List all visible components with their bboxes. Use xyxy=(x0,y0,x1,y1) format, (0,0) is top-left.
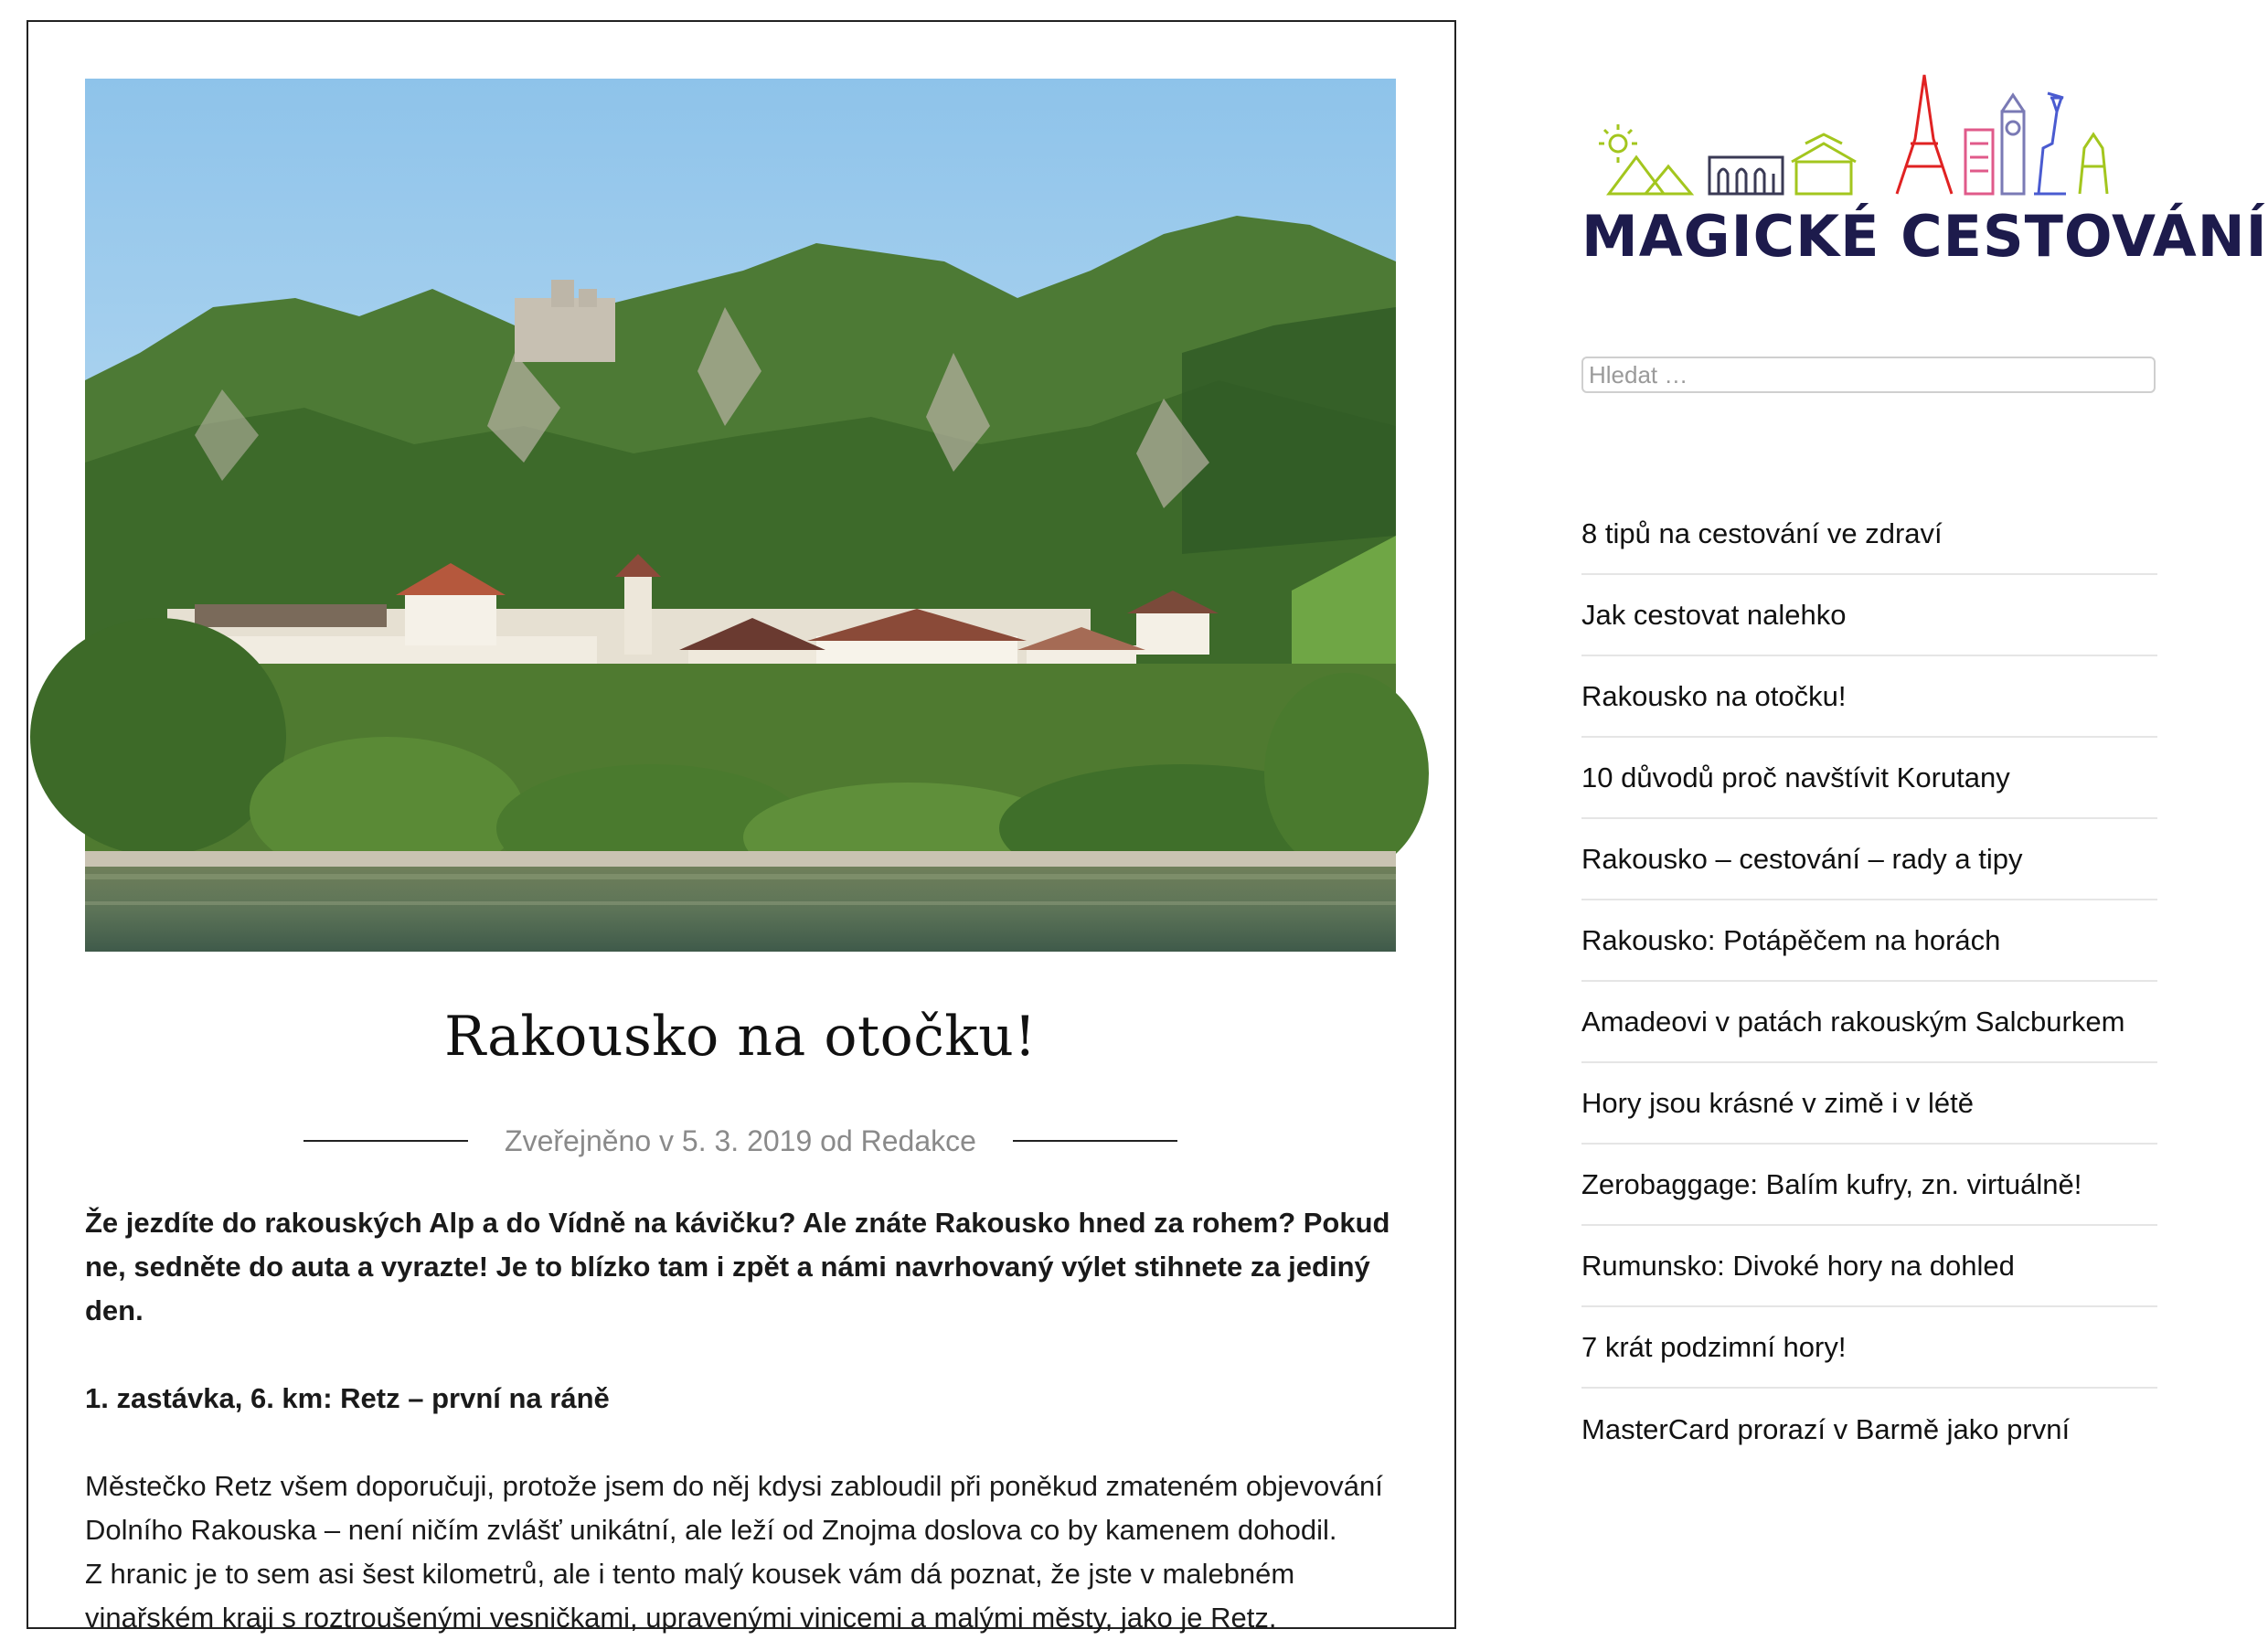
skyline-icon xyxy=(1581,57,2157,203)
post-meta-text xyxy=(505,1124,976,1158)
post-title: Rakousko na otočku! xyxy=(444,1005,1037,1069)
recent-post-item[interactable] xyxy=(1581,738,2157,819)
recent-post-item[interactable] xyxy=(1581,1307,2157,1389)
site-logo[interactable] xyxy=(1581,57,2268,276)
recent-post-item[interactable] xyxy=(1581,494,2157,575)
recent-post-item[interactable] xyxy=(1581,900,2157,982)
meta-rule-left xyxy=(303,1140,468,1142)
recent-post-item[interactable] xyxy=(1581,982,2157,1063)
recent-post-link[interactable]: Hory jsou krásné v zimě i v létě xyxy=(1581,1086,1974,1119)
recent-post-link[interactable]: Rakousko na otočku! xyxy=(1581,679,1847,712)
recent-post-link[interactable]: Rumunsko: Divoké hory na dohled xyxy=(1581,1249,2015,1282)
search-input[interactable] xyxy=(1581,357,2156,393)
recent-post-link[interactable]: Rakousko: Potápěčem na horách xyxy=(1581,923,2001,956)
lead-paragraph: Že jezdíte do rakouských Alp a do Vídně na kávičku? Ale znáte Rakousko hned za rohem? Pokud ne, sedněte do auta a vyrazte! Je to blízko tam i zpět a námi navrhovaný výlet stihnete za jediný den. xyxy=(85,1207,1390,1326)
post-content xyxy=(85,1201,1406,1640)
recent-post-item[interactable] xyxy=(1581,819,2157,900)
recent-post-link[interactable]: MasterCard prorazí v Barmě jako první xyxy=(1581,1412,2071,1445)
recent-post-link[interactable]: Zerobaggage: Balím kufry, zn. virtuálně! xyxy=(1581,1167,2082,1200)
recent-post-link[interactable]: 7 krát podzimní hory! xyxy=(1581,1330,1847,1363)
recent-post-link[interactable]: Amadeovi v patách rakouským Salcburkem xyxy=(1581,1005,2125,1038)
featured-image xyxy=(85,79,1396,952)
body-line-1: Městečko Retz všem doporučuji, protože jsem do něj kdysi zabloudil při poněkud zmateném objevování Dolního Rakouska – není ničím zvlášť unikátní, ale leží od Znojma doslova co by kamenem dohodil. xyxy=(85,1470,1383,1546)
recent-post-item[interactable] xyxy=(1581,656,2157,738)
article-card xyxy=(27,20,1456,1634)
recent-post-item[interactable] xyxy=(1581,1226,2157,1307)
recent-post-link[interactable]: Jak cestovat nalehko xyxy=(1581,598,1847,631)
body-line-2: Z hranic je to sem asi šest kilometrů, ale i tento malý kousek vám dá poznat, že jste v malebném vinařském kraji s roztroušenými vesničkami, upravenými vinicemi a malými městy, jako je Retz. xyxy=(85,1558,1295,1634)
author-link[interactable]: Redakce xyxy=(860,1124,976,1157)
recent-post-item[interactable] xyxy=(1581,1063,2157,1145)
recent-post-item[interactable] xyxy=(1581,575,2157,656)
recent-post-item[interactable] xyxy=(1581,1389,2157,1470)
recent-post-link[interactable]: Rakousko – cestování – rady a tipy xyxy=(1581,842,2023,875)
recent-post-link[interactable]: 10 důvodů proč navštívit Korutany xyxy=(1581,761,2010,793)
recent-post-link[interactable]: 8 tipů na cestování ve zdraví xyxy=(1581,516,1943,549)
meta-prefix: Zveřejněno v xyxy=(505,1124,675,1157)
meta-rule-right xyxy=(1013,1140,1177,1142)
body-paragraph xyxy=(85,1464,1406,1640)
recent-posts-list xyxy=(1581,494,2157,1470)
post-meta xyxy=(85,1121,1396,1161)
logo-wordmark: MAGICKÉ CESTOVÁNÍ xyxy=(1581,203,2268,270)
post-date-link[interactable]: 5. 3. 2019 xyxy=(681,1124,813,1157)
landscape-image xyxy=(85,79,1396,952)
recent-post-item[interactable] xyxy=(1581,1145,2157,1226)
section-heading: 1. zastávka, 6. km: Retz – první na ráně xyxy=(85,1382,610,1414)
meta-by: od xyxy=(820,1124,853,1157)
